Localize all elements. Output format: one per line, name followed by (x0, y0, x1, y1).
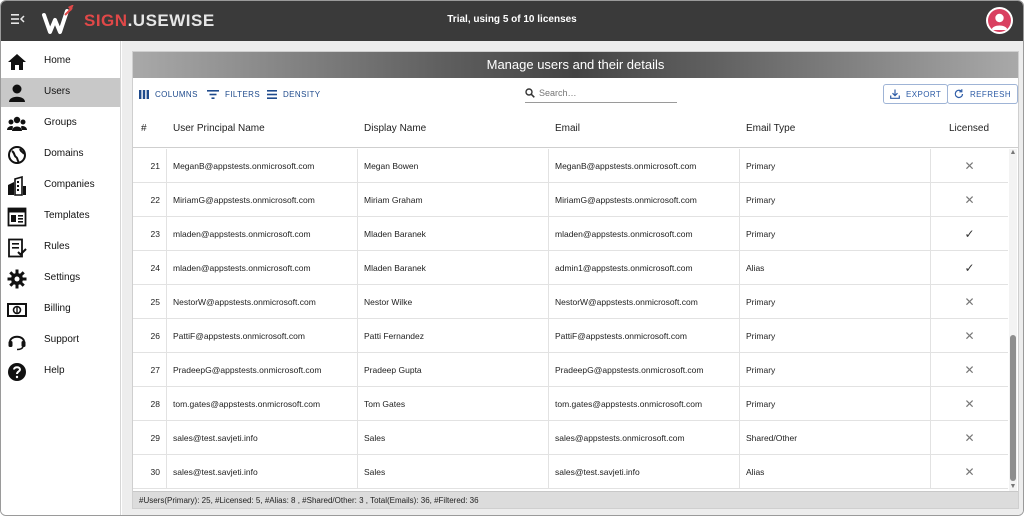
sidebar-item-users[interactable] (1, 78, 120, 107)
cell-email-type: Shared/Other (746, 433, 798, 443)
column-header-email[interactable]: Email (555, 123, 581, 134)
columns-button[interactable] (139, 86, 198, 102)
cell-email: admin1@appstests.onmicrosoft.com (555, 263, 693, 273)
scroll-down-icon[interactable]: ▼ (1009, 483, 1017, 490)
brand-part1: SIGN (84, 11, 128, 30)
sidebar-item-settings[interactable] (1, 264, 120, 293)
column-header-licensed[interactable]: Licensed (949, 123, 990, 134)
licensed-status-icon: ✓ (964, 261, 975, 275)
template-icon (7, 207, 27, 227)
help-icon (7, 362, 27, 382)
table-row[interactable] (133, 217, 1008, 251)
cell-email: MeganB@appstests.onmicrosoft.com (555, 161, 697, 171)
licensed-status-icon: ✕ (964, 397, 975, 411)
licensed-status-icon: ✕ (964, 329, 975, 343)
columns-label: COLUMNS (155, 89, 198, 99)
sidebar-item-label: Rules (44, 241, 70, 252)
cell-display-name: Sales (364, 433, 386, 443)
cell-email: tom.gates@appstests.onmicrosoft.com (555, 399, 703, 409)
column-header-email-type[interactable]: Email Type (746, 123, 796, 134)
grid-header (133, 112, 1018, 148)
sidebar-item-label: Settings (44, 272, 81, 283)
cell-email-type: Primary (746, 399, 776, 409)
cell-upn: MiriamG@appstests.onmicrosoft.com (173, 195, 315, 205)
users-panel (132, 51, 1019, 509)
filter-icon (207, 90, 219, 99)
cell-email: MiriamG@appstests.onmicrosoft.com (555, 195, 697, 205)
table-row[interactable] (133, 353, 1008, 387)
refresh-button[interactable] (947, 84, 1018, 104)
sidebar-item-home[interactable] (1, 47, 120, 76)
billing-icon (7, 300, 27, 320)
cell-number: 30 (150, 467, 160, 477)
sidebar (1, 41, 121, 515)
cell-display-name: Sales (364, 467, 386, 477)
cell-upn: tom.gates@appstests.onmicrosoft.com (173, 399, 321, 409)
cell-number: 28 (150, 399, 160, 409)
home-icon (7, 52, 27, 72)
sidebar-item-label: Companies (44, 179, 95, 190)
licensed-status-icon: ✕ (964, 431, 975, 445)
cell-display-name: Nestor Wilke (364, 297, 413, 307)
sidebar-item-support[interactable] (1, 326, 120, 355)
gear-icon (7, 269, 27, 289)
refresh-label: REFRESH (970, 89, 1012, 99)
sidebar-item-label: Templates (44, 210, 90, 221)
globe-icon (7, 145, 27, 165)
sidebar-item-label: Domains (44, 148, 84, 159)
licensed-status-icon: ✕ (964, 193, 975, 207)
cell-upn: sales@test.savjeti.info (173, 433, 258, 443)
sidebar-item-label: Home (44, 55, 71, 66)
cell-display-name: Megan Bowen (364, 161, 419, 171)
cell-display-name: Mladen Baranek (364, 229, 426, 239)
cell-number: 27 (150, 365, 160, 375)
main-content (122, 41, 1023, 515)
export-button[interactable] (883, 84, 948, 104)
table-row[interactable] (133, 387, 1008, 421)
cell-number: 22 (150, 195, 160, 205)
table-row[interactable] (133, 149, 1008, 183)
density-label: DENSITY (283, 89, 321, 99)
download-icon (890, 89, 900, 99)
column-header-upn[interactable]: User Principal Name (173, 123, 265, 134)
cell-display-name: Tom Gates (364, 399, 406, 409)
cell-email-type: Primary (746, 297, 776, 307)
scroll-up-icon[interactable]: ▲ (1009, 149, 1017, 156)
building-icon (7, 176, 27, 196)
grid-summary: #Users(Primary): 25, #Licensed: 5, #Alias: 8 , #Shared/Other: 3 , Total(Emails): 36, #Filtered: 36 (133, 491, 1018, 508)
cell-upn: NestorW@appstests.onmicrosoft.com (173, 297, 316, 307)
table-row[interactable] (133, 421, 1008, 455)
vertical-scrollbar[interactable] (1009, 149, 1017, 491)
table-row[interactable] (133, 455, 1008, 489)
sidebar-item-domains[interactable] (1, 140, 120, 169)
columns-icon (139, 90, 149, 99)
cell-upn: PattiF@appstests.onmicrosoft.com (173, 331, 305, 341)
cell-upn: MeganB@appstests.onmicrosoft.com (173, 161, 315, 171)
rules-icon (7, 238, 27, 258)
user-icon (7, 83, 27, 103)
cell-email: sales@test.savjeti.info (555, 467, 640, 477)
top-bar (1, 1, 1023, 41)
cell-display-name: Pradeep Gupta (364, 365, 422, 375)
cell-email-type: Primary (746, 195, 776, 205)
column-header-display-name[interactable]: Display Name (364, 123, 427, 134)
users-grid (133, 149, 1008, 489)
cell-email: NestorW@appstests.onmicrosoft.com (555, 297, 698, 307)
cell-email: mladen@appstests.onmicrosoft.com (555, 229, 693, 239)
search-input[interactable] (539, 88, 659, 98)
avatar[interactable] (986, 7, 1013, 34)
cell-display-name: Miriam Graham (364, 195, 423, 205)
sidebar-item-label: Billing (44, 303, 71, 314)
sidebar-item-help[interactable] (1, 357, 120, 386)
groups-icon (7, 114, 27, 134)
cell-upn: mladen@appstests.onmicrosoft.com (173, 229, 311, 239)
refresh-icon (954, 89, 964, 99)
brand-separator: . (127, 11, 133, 30)
sidebar-item-label: Help (44, 365, 65, 376)
cell-email-type: Alias (746, 263, 765, 273)
cell-number: 26 (150, 331, 160, 341)
search-icon (525, 88, 535, 98)
cell-email-type: Primary (746, 229, 776, 239)
table-row[interactable] (133, 285, 1008, 319)
cell-number: 29 (150, 433, 160, 443)
licensed-status-icon: ✕ (964, 159, 975, 173)
licensed-status-icon: ✕ (964, 363, 975, 377)
cell-number: 21 (150, 161, 160, 171)
search-box (525, 83, 677, 103)
grid-toolbar (133, 80, 1018, 108)
cell-email: PattiF@appstests.onmicrosoft.com (555, 331, 687, 341)
table-row[interactable] (133, 183, 1008, 217)
filters-button[interactable] (207, 86, 260, 102)
cell-email-type: Primary (746, 365, 776, 375)
cell-upn: sales@test.savjeti.info (173, 467, 258, 477)
cell-number: 24 (150, 263, 160, 273)
cell-upn: mladen@appstests.onmicrosoft.com (173, 263, 311, 273)
sidebar-item-groups[interactable] (1, 109, 120, 138)
cell-email-type: Primary (746, 161, 776, 171)
density-button[interactable] (267, 86, 320, 102)
page-title: Manage users and their details (133, 52, 1018, 78)
export-label: EXPORT (906, 89, 942, 99)
headset-icon (7, 331, 27, 351)
cell-email: sales@appstests.onmicrosoft.com (555, 433, 685, 443)
filters-label: FILTERS (225, 89, 261, 99)
licensed-status-icon: ✕ (964, 295, 975, 309)
cell-email: PradeepG@appstests.onmicrosoft.com (555, 365, 704, 375)
sidebar-item-label: Users (44, 86, 71, 97)
cell-number: 25 (150, 297, 160, 307)
licensed-status-icon: ✓ (964, 227, 975, 241)
table-row[interactable] (133, 319, 1008, 353)
licensed-status-icon: ✕ (964, 465, 975, 479)
table-row[interactable] (133, 251, 1008, 285)
cell-upn: PradeepG@appstests.onmicrosoft.com (173, 365, 322, 375)
cell-number: 23 (150, 229, 160, 239)
sidebar-item-billing[interactable] (1, 295, 120, 324)
scrollbar-thumb[interactable] (1010, 335, 1016, 481)
sidebar-item-companies[interactable] (1, 171, 120, 200)
cell-display-name: Patti Fernandez (364, 331, 425, 341)
cell-email-type: Alias (746, 467, 765, 477)
sidebar-item-templates[interactable] (1, 202, 120, 231)
column-header-number[interactable]: # (141, 123, 147, 134)
sidebar-item-rules[interactable] (1, 233, 120, 262)
cell-email-type: Primary (746, 331, 776, 341)
sidebar-item-label: Groups (44, 117, 77, 128)
brand-part2: USEWISE (132, 11, 215, 30)
density-icon (267, 90, 277, 99)
trial-status: Trial, using 5 of 10 licenses (447, 14, 577, 25)
cell-display-name: Mladen Baranek (364, 263, 426, 273)
user-avatar-icon (988, 9, 1011, 32)
sidebar-item-label: Support (44, 334, 80, 345)
